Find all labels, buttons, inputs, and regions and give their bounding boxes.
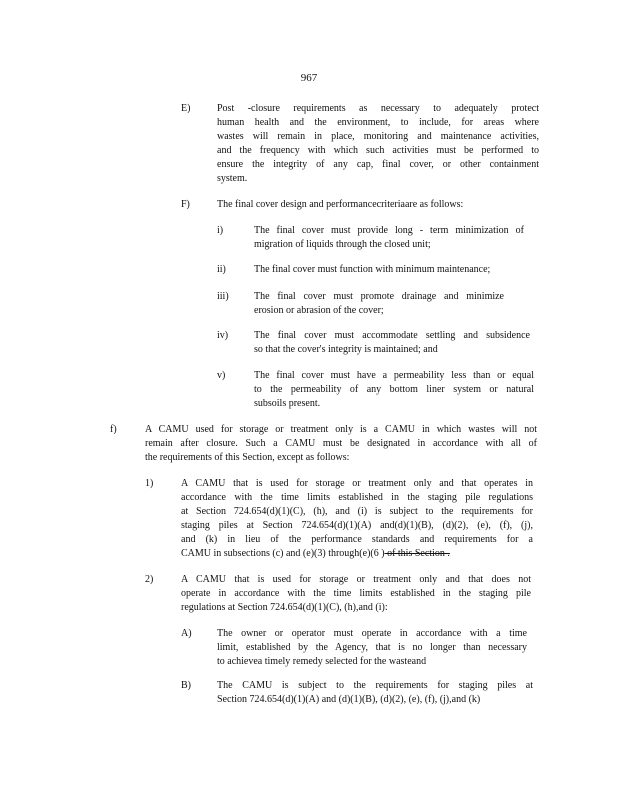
item-text-E — [217, 102, 539, 186]
text-line: the requirements of this Section, except as follows: — [145, 452, 350, 463]
text-line: erosion or abrasion of the cover; — [254, 305, 384, 316]
item-label-B: B) — [181, 680, 191, 691]
struck-text: of this Section . — [384, 548, 450, 559]
text-line — [181, 547, 533, 561]
item-text-F — [217, 198, 539, 212]
subitem-text-iv — [254, 329, 530, 357]
subitem-label-iii: iii) — [217, 291, 229, 302]
text-line: remain after closure. Such a CAMU must be designated in accordance with all of — [145, 438, 537, 449]
subitem-label-ii: ii) — [217, 264, 226, 275]
text-line: migration of liquids through the closed unit; — [254, 239, 431, 250]
text-line: and the frequency with which such activities must be performed to — [217, 145, 539, 156]
text-line: operate in accordance with the time limits established in the staging pile — [181, 588, 531, 599]
text-fragment: CAMU in subsections (c) and (e)(3) through(e)(6 ) — [181, 548, 385, 559]
text-line: accordance with the time limits established in the staging pile regulations — [181, 492, 533, 503]
text-line: Post -closure requirements as necessary to adequately protect — [217, 103, 539, 114]
item-text-A — [217, 627, 527, 669]
text-line: regulations at Section 724.654(d)(1)(C), (h),and (i): — [181, 602, 388, 613]
subsection-label-f: f) — [110, 424, 117, 435]
text-line: so that the cover's integrity is maintained; and — [254, 344, 438, 355]
item-label-A: A) — [181, 628, 192, 639]
subitem-text-ii — [254, 263, 526, 277]
subsection-text-f — [145, 423, 537, 465]
text-line: system. — [217, 173, 248, 184]
subitem-text-i — [254, 224, 524, 252]
text-line: A CAMU that is used for storage or treatment only and that does not — [181, 574, 531, 585]
item-label-E: E) — [181, 103, 191, 114]
text-line: to achievea timely remedy selected for the wasteand — [217, 656, 427, 667]
text-line: and (k) in lieu of the performance standards and requirements for a — [181, 534, 533, 545]
text-line: The CAMU is subject to the requirements for staging piles at — [217, 680, 533, 691]
paragraph-text-1 — [181, 477, 533, 561]
item-text-B — [217, 679, 533, 707]
text-line: The final cover must have a permeability less than or equal — [254, 370, 534, 381]
text-line: The final cover must promote drainage and minimize — [254, 291, 504, 302]
text-line: The final cover must accommodate settling and subsidence — [254, 330, 530, 341]
text-line: human health and the environment, to include, for areas where — [217, 117, 539, 128]
text-line: A CAMU used for storage or treatment only is a CAMU in which wastes will not — [145, 424, 537, 435]
text-line: staging piles at Section 724.654(d)(1)(A) and(d)(1)(B), (d)(2), (e), (f), (j), — [181, 520, 533, 531]
text-line: subsoils present. — [254, 398, 321, 409]
subitem-label-iv: iv) — [217, 330, 229, 341]
text-line: wastes will remain in place, monitoring and maintenance activities, — [217, 131, 539, 142]
subitem-label-i: i) — [217, 225, 224, 236]
text-line: A CAMU that is used for storage or treatment only and that operates in — [181, 478, 533, 489]
text-line: The final cover must function with minimum maintenance; — [254, 264, 491, 275]
paragraph-label-2: 2) — [145, 574, 154, 585]
item-label-F: F) — [181, 199, 190, 210]
text-line: at Section 724.654(d)(1)(C), (h), and (i) is subject to the requirements for — [181, 506, 533, 517]
text-line: limit, established by the Agency, that is no longer than necessary — [217, 642, 527, 653]
text-line: ensure the integrity of any cap, final cover, or other containment — [217, 159, 539, 170]
text-line: The final cover must provide long - term minimization of — [254, 225, 524, 236]
subitem-text-v — [254, 369, 534, 411]
text-line: to the permeability of any bottom liner system or natural — [254, 384, 534, 395]
text-line: Section 724.654(d)(1)(A) and (d)(1)(B), (d)(2), (e), (f), (j),and (k) — [217, 694, 481, 705]
paragraph-text-2 — [181, 573, 531, 615]
page-number: 967 — [300, 72, 318, 84]
subitem-label-v: v) — [217, 370, 226, 381]
subitem-text-iii — [254, 290, 504, 318]
paragraph-label-1: 1) — [145, 478, 154, 489]
text-line: The final cover design and performancecriteriaare as follows: — [217, 199, 464, 210]
text-line: The owner or operator must operate in accordance with a time — [217, 628, 527, 639]
